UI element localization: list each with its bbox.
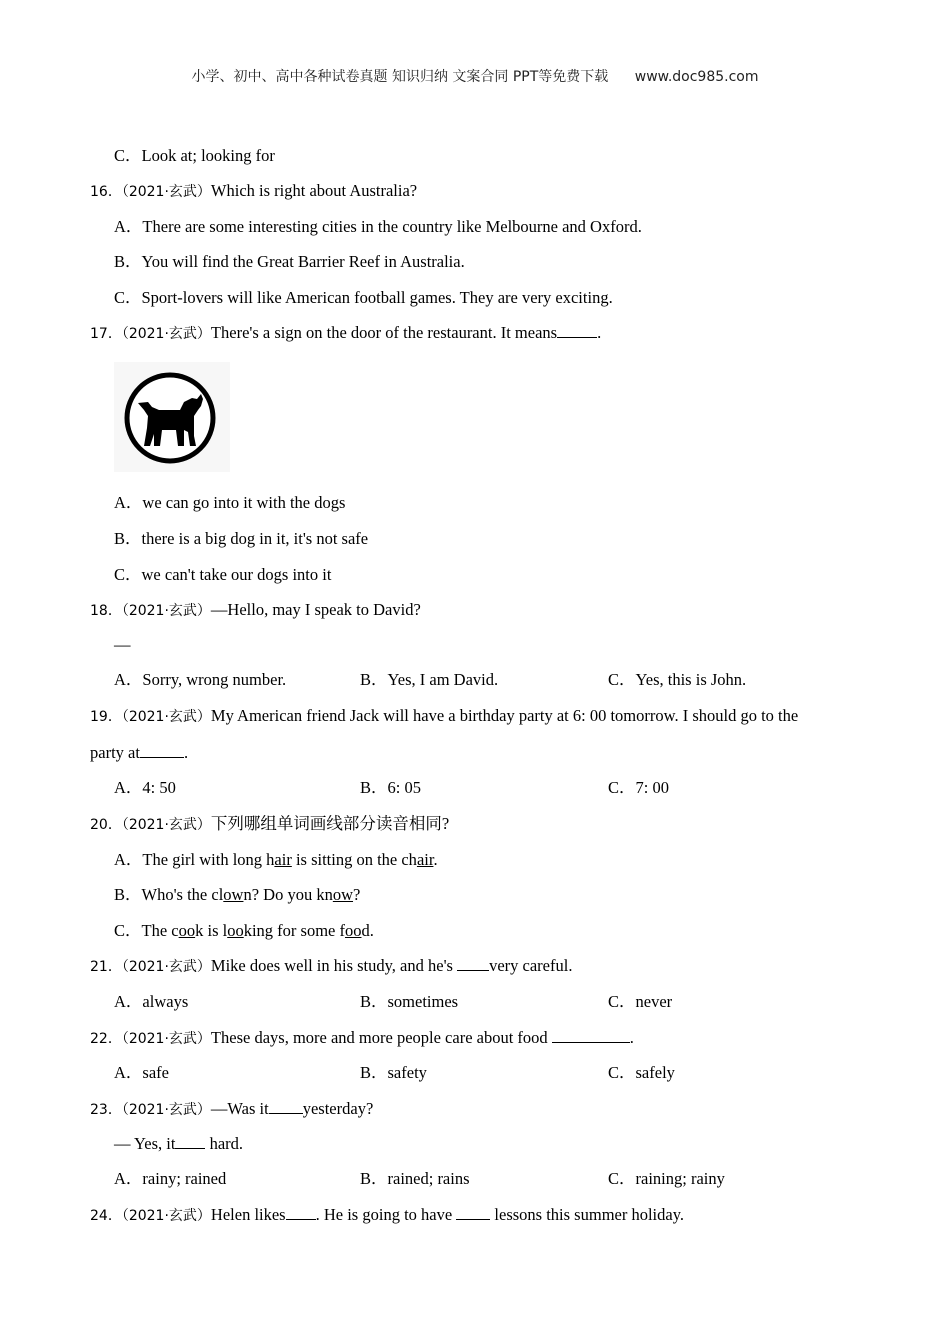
q23-options (114, 1169, 854, 1189)
question-text: —Was it (210, 1099, 269, 1118)
q16-option-b: B．You will find the Great Barrier Reef in Australia. (114, 252, 465, 271)
q24-stem (90, 1205, 684, 1226)
header-text: 小学、初中、高中各种试卷真题 知识归纳 文案合同 PPT等免费下载 (191, 69, 609, 85)
underlined-part: ow (223, 885, 244, 904)
text: B．Who's the cl (114, 885, 224, 904)
text: A．The girl with long h (114, 850, 275, 869)
underlined-part: ow (332, 885, 354, 904)
question-number: 22． (90, 1031, 122, 1047)
underlined-part: oo (344, 921, 362, 940)
page-header (0, 66, 950, 86)
q16-option-a: A．There are some interesting cities in the country like Melbourne and Oxford. (114, 217, 642, 236)
text: ? (353, 885, 361, 904)
question-number: 19． (90, 709, 122, 725)
underlined-part: air (416, 850, 434, 869)
q19-option-a: A．4: 50 (114, 778, 176, 797)
q16-option-c: C．Sport-lovers will like American football games. They are very exciting. (114, 288, 613, 307)
q19-option-c: C．7: 00 (608, 778, 669, 797)
text: k is l (195, 921, 228, 940)
q18-stem (90, 600, 421, 621)
q21-stem (90, 956, 572, 977)
q21-options (114, 992, 854, 1012)
q20-option-a (114, 850, 438, 870)
q19-stem-cont (90, 743, 188, 763)
text: is sitting on the ch (291, 850, 417, 869)
q19-stem (90, 706, 798, 727)
q18-reply-dash: — (114, 635, 131, 654)
question-number: 24． (90, 1208, 122, 1224)
q17-option-b: B．there is a big dog in it, it's not safe (114, 529, 369, 548)
question-text: Which is right about Australia? (210, 181, 418, 200)
question-text: party at (90, 743, 140, 762)
q17-stem (90, 323, 601, 344)
question-text: Mike does well in his study, and he's (210, 956, 458, 975)
q19-options (114, 778, 854, 798)
question-text: yesterday? (302, 1099, 374, 1118)
q21-option-a: A．always (114, 992, 189, 1011)
answer-blank (456, 1205, 490, 1220)
text: . (433, 850, 438, 869)
question-text: Helen likes (210, 1205, 286, 1224)
question-text: My American friend Jack will have a birthday party at 6: 00 tomorrow. I should go to the (210, 706, 799, 725)
q23-option-c: C．raining; rainy (608, 1169, 725, 1188)
q23-reply (114, 1134, 243, 1154)
question-number: 16． (90, 184, 122, 200)
no-dogs-sign-icon (114, 362, 230, 472)
question-number: 21． (90, 959, 122, 975)
question-source: （2021·玄武） (121, 603, 211, 619)
text: n? Do you kn (243, 885, 333, 904)
q23-option-a: A．rainy; rained (114, 1169, 227, 1188)
question-text: —Hello, may I speak to David? (210, 600, 421, 619)
answer-blank (269, 1099, 303, 1114)
q17-option-a: A．we can go into it with the dogs (114, 493, 346, 512)
punctuation: . (183, 743, 189, 762)
q18-option-b: B．Yes, I am David. (360, 670, 499, 689)
answer-blank (552, 1028, 630, 1043)
question-source: （2021·玄武） (121, 959, 211, 975)
question-text: These days, more and more people care about food (210, 1028, 552, 1047)
question-text: 下列哪组单词画线部分读音相同? (210, 814, 450, 833)
reply-text: hard. (205, 1134, 244, 1153)
q20-option-c (114, 921, 374, 941)
q22-option-b: B．safety (360, 1063, 427, 1082)
question-source: （2021·玄武） (121, 1031, 211, 1047)
q20-option-b (114, 885, 360, 905)
question-number: 18． (90, 603, 122, 619)
underlined-part: air (274, 850, 292, 869)
q20-stem (90, 814, 449, 835)
answer-blank (140, 743, 184, 758)
question-number: 20． (90, 817, 122, 833)
q22-stem (90, 1028, 634, 1049)
q18-options (114, 670, 854, 690)
text: d. (361, 921, 374, 940)
q19-option-b: B．6: 05 (360, 778, 421, 797)
underlined-part: oo (178, 921, 196, 940)
q17-option-c: C．we can't take our dogs into it (114, 565, 332, 584)
text: C．The c (114, 921, 179, 940)
question-source: （2021·玄武） (121, 1102, 211, 1118)
q18-option-c: C．Yes, this is John. (608, 670, 747, 689)
answer-blank (557, 323, 597, 338)
reply-text: — Yes, it (114, 1134, 176, 1153)
answer-blank (175, 1134, 205, 1149)
q21-option-b: B．sometimes (360, 992, 459, 1011)
text: king for some f (243, 921, 345, 940)
underlined-part: oo (227, 921, 244, 940)
q22-option-c: C．safely (608, 1063, 675, 1082)
q23-option-b: B．rained; rains (360, 1169, 470, 1188)
question-text: . He is going to have (315, 1205, 457, 1224)
question-text: There's a sign on the door of the restaurant. It means (210, 323, 558, 342)
q23-stem (90, 1099, 373, 1120)
punctuation: . (629, 1028, 634, 1047)
question-source: （2021·玄武） (121, 326, 211, 342)
question-number: 23． (90, 1102, 122, 1118)
punctuation: . (597, 323, 602, 342)
question-text: very careful. (489, 956, 573, 975)
question-text: lessons this summer holiday. (490, 1205, 685, 1224)
q22-option-a: A．safe (114, 1063, 169, 1082)
question-source: （2021·玄武） (121, 817, 211, 833)
question-source: （2021·玄武） (121, 184, 211, 200)
answer-blank (286, 1205, 316, 1220)
question-number: 17． (90, 326, 122, 342)
q18-option-a: A．Sorry, wrong number. (114, 670, 287, 689)
q15-option-c: C．Look at; looking for (114, 146, 275, 165)
answer-blank (457, 956, 489, 971)
question-source: （2021·玄武） (121, 709, 211, 725)
q21-option-c: C．never (608, 992, 673, 1011)
q22-options (114, 1063, 854, 1083)
question-source: （2021·玄武） (121, 1208, 211, 1224)
q16-stem (90, 181, 417, 202)
header-site: www.doc985.com (634, 69, 759, 85)
